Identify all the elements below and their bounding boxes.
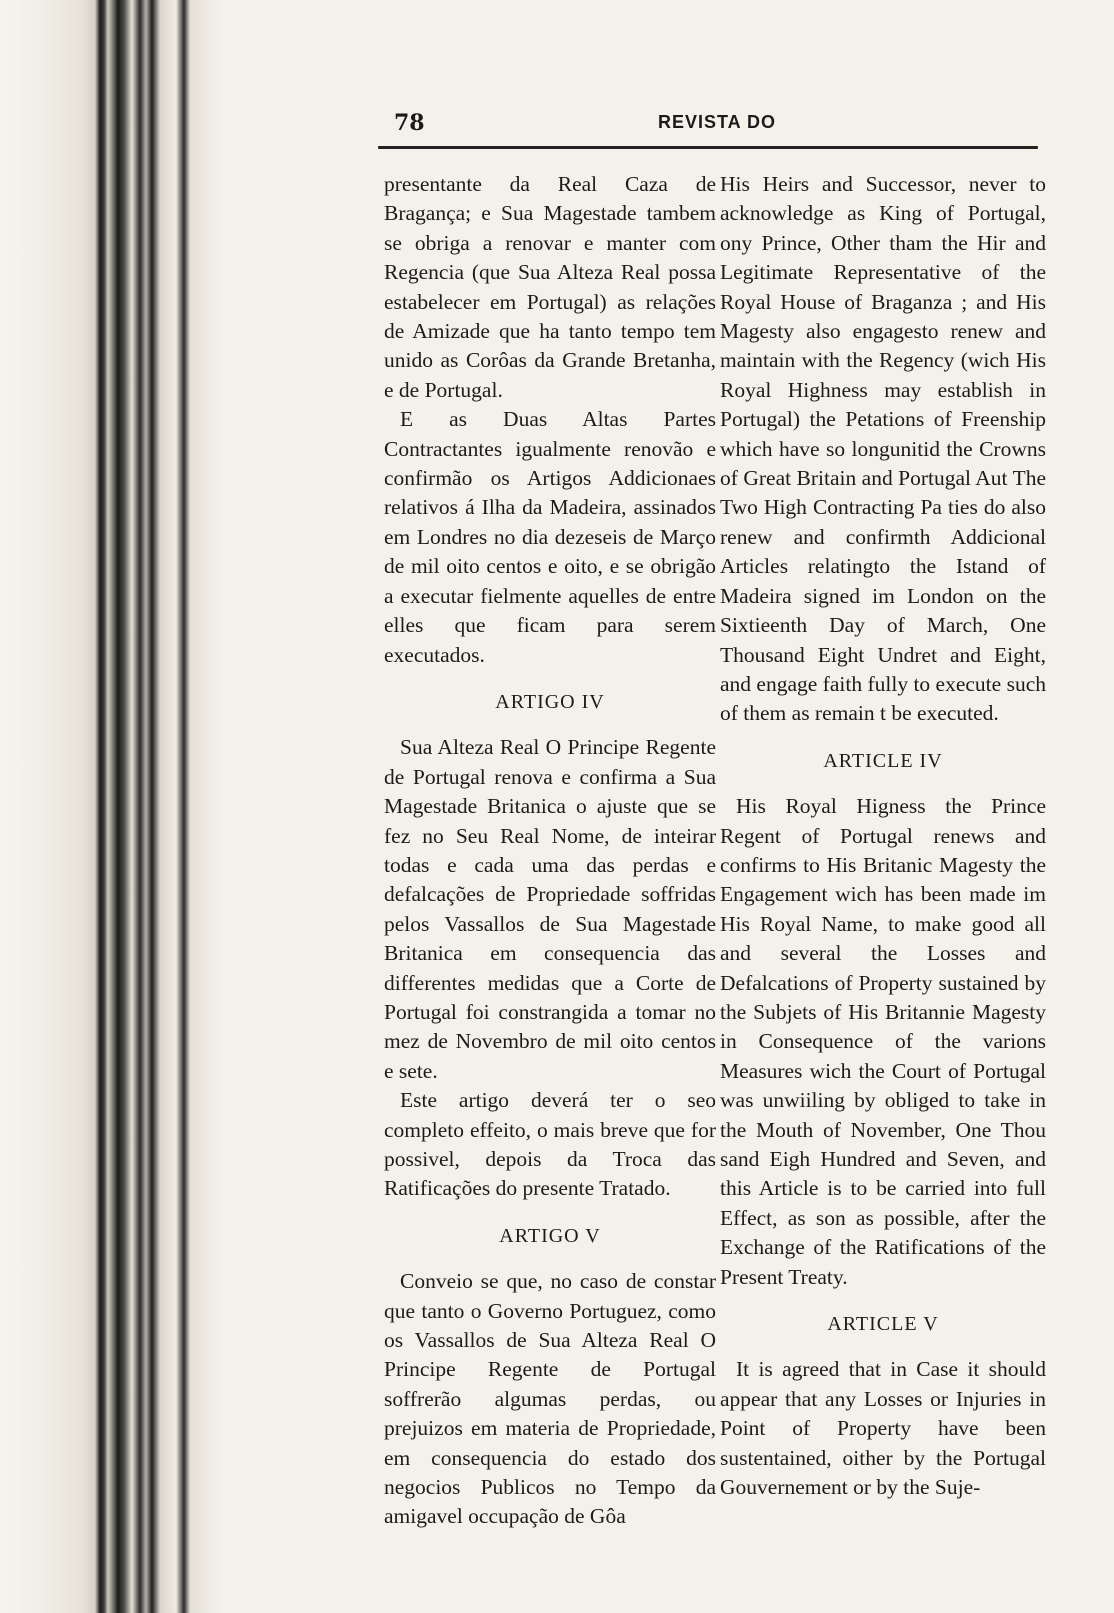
paragraph: E as Duas Altas Partes Contractantes igualmente renovão e confirmão os Artigos Addicionaes relativos á Ilha da Madeira, assinados em Londres no dia dezeseis de Março de mil oito centos e oito, e se obrigão a executar fielmente aquelles de entre elles que ficam para serem executados.: [384, 407, 716, 667]
paragraph: Este artigo deverá ter o seo completo effeito, o mais breve que for possivel, depois da Troca das Ratificações do presente Tratado.: [384, 1088, 716, 1201]
portuguese-column: [384, 170, 716, 1532]
paragraph: It is agreed that in Case it should appear that any Losses or Injuries in Point of Property have been sustentained, oither by the Portugal Gouvernement or by the Suje-: [720, 1357, 1046, 1500]
paragraph: His Royal Higness the Prince Regent of Portugal renews and confirms to His Britanic Magesty the Engagement wich has been made im His Royal Name, to make good all and several the Losses and Defalcations of Property sustained by the Subjets of His Britannie Magesty in Consequence of the varions Measures wich the Court of Portugal was unwiiling by obliged to take in the Mouth of November, One Thou sand Eigh Hundred and Seven, and this Article is to be carried into full Effect, as son as possible, after the Exchange of the Ratifications of the Present Treaty.: [720, 794, 1046, 1289]
paragraph: presentante da Real Caza de Bragança; e Sua Magestade tambem se obriga a renovar e manter com Regencia (que Sua Alteza Real possa estabelecer em Portugal) as relações de Amizade que ha tanto tempo tem unido as Corôas da Grande Bretanha, e de Portugal.: [384, 172, 716, 402]
book-gutter: [0, 0, 220, 1613]
page-number: 78: [394, 110, 425, 136]
paragraph: His Heirs and Successor, never to acknowledge as King of Portugal, ony Prince, Other tham the Hir and Legitimate Representative of the Royal House of Braganza ; and His Magesty also engagesto renew and maintain with the Regency (wich His Royal Highness may establish in Portugal) the Petations of Freenship which have so longunitid the Crowns of Great Britain and Portugal Aut The Two High Contracting Pa ties do also renew and confirmth Addicional Articles relatingto the Istand of Madeira signed im London on the Sixtieenth Day of March, One Thousand Eight Undret and Eight, and engage faith fully to execute such of them as remain t be executed.: [720, 172, 1046, 726]
paragraph: Sua Alteza Real O Principe Regente de Portugal renova e confirma a Sua Magestade Britanica o ajuste que se fez no Seu Real Nome, de inteirar todas e cada uma das perdas e defalcações de Propriedade soffridas pelos Vassallos de Sua Magestade Britanica em consequencia das differentes medidas que a Corte de Portugal foi constrangida a tomar no mez de Novembro de mil oito centos e sete.: [384, 735, 716, 1083]
paragraph: Conveio se que, no caso de constar que tanto o Governo Portuguez, como os Vassallos de Sua Alteza Real O Principe Regente de Portugal soffrerão algumas perdas, ou prejuizos em materia de Propriedade, em consequencia do estado dos negocios Publicos no Tempo da amigavel occupação de Gôa: [384, 1269, 716, 1529]
section-heading: ARTIGO IV: [495, 690, 605, 713]
header-rule: [378, 146, 1038, 149]
section-heading: ARTIGO V: [499, 1224, 601, 1247]
english-column: [720, 170, 1046, 1502]
section-heading: ARTICLE V: [827, 1313, 939, 1336]
section-heading: ARTICLE IV: [823, 749, 943, 772]
page-header: [378, 108, 1068, 148]
running-head: REVISTA DO: [658, 112, 777, 132]
